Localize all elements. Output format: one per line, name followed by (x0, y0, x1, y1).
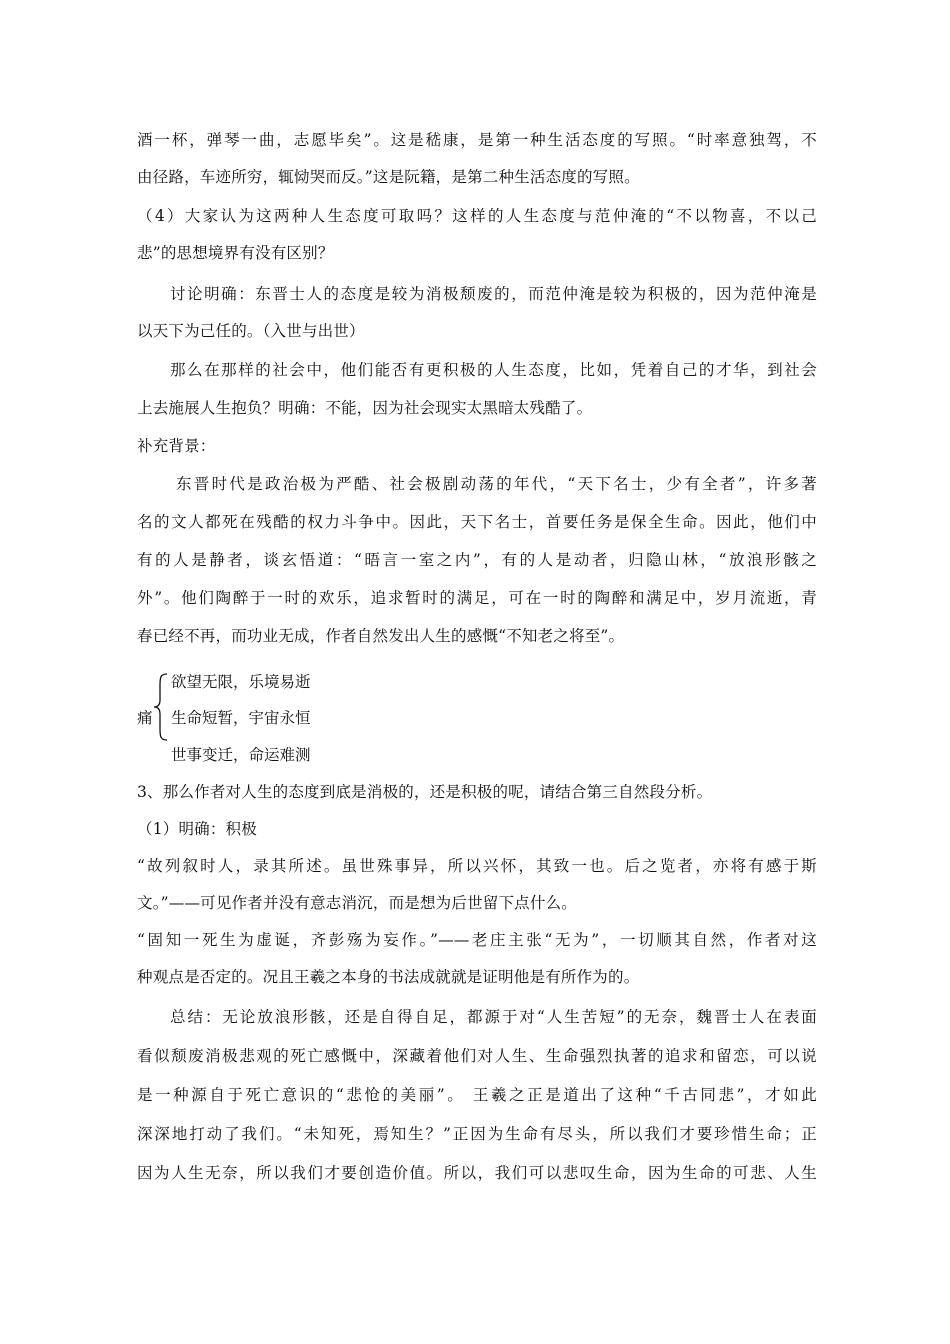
quote-line: “故列叙时人，录其所述。虽世殊事异，所以兴怀，其致一也。后之览者，亦将有感于斯 (137, 857, 817, 875)
quote-line: 种观点是否定的。况且王羲之本身的书法成就就是证明他是有所作为的。 (137, 968, 640, 986)
background-line: 外”。他们陶醉于一时的欢乐，追求暂时的满足，可在一时的陶醉和满足中，岁月流逝，青 (137, 589, 817, 607)
background-line: 东晋时代是政治极为严酷、社会极剧动荡的年代，“天下名士，少有全者”，许多著 (176, 475, 817, 493)
curly-brace-icon (151, 672, 169, 742)
background-line: 有的人是静者，谈玄悟道：“晤言一室之内”，有的人是动者，归隐山林，“放浪形骸之 (137, 551, 817, 569)
paragraph-line: 由径路，车迹所穷，辄恸哭而反。”这是阮籍，是第二种生活态度的写照。 (137, 168, 640, 186)
brace-summary (137, 668, 397, 774)
discussion-line: 讨论明确：东晋士人的态度是较为消极颓废的，而范仲淹是较为积极的，因为范仲淹是 (170, 285, 817, 303)
background-line: 名的文人都死在残酷的权力斗争中。因此，天下名士，首要任务是保全生命。因此，他们中 (137, 513, 817, 531)
section-heading: 补充背景： (137, 437, 216, 455)
question-line: 3、那么作者对人生的态度到底是消极的，还是积极的呢，请结合第三自然段分析。 (137, 783, 713, 801)
paragraph-line: 上去施展人生抱负？明确：不能，因为社会现实太黑暗太残酷了。 (137, 399, 593, 417)
background-line: 春已经不再，而功业无成，作者自然发出人生的感慨“不知老之将至”。 (137, 627, 625, 645)
quote-line: 文。”——可见作者并没有意志消沉，而是想为后世留下点什么。 (137, 894, 577, 912)
summary-line: 因为人生无奈，所以我们才要创造价值。所以，我们可以悲叹生命，因为生命的可悲、人生 (137, 1164, 817, 1182)
question-line: 悲”的思想境界有没有区别？ (137, 244, 334, 262)
summary-line: 看似颓废消极悲观的死亡感慨中，深藏着他们对人生、生命强烈执著的追求和留恋，可以说 (137, 1047, 817, 1065)
answer-line: （1）明确：积极 (137, 820, 257, 838)
discussion-line: 以天下为己任的。（入世与出世） (137, 322, 365, 340)
brace-item: 生命短暂，宇宙永恒 (171, 709, 311, 727)
summary-line: 深深地打动了我们。“未知死，焉知生？”正因为生命有尽头，所以我们才要珍惜生命；正 (137, 1125, 817, 1143)
summary-line: 是一种源自于死亡意识的“悲怆的美丽”。 王羲之正是道出了这种“千古同悲”，才如此 (137, 1086, 817, 1104)
paragraph-line: 那么在那样的社会中，他们能否有更积极的人生态度，比如，凭着自己的才华，到社会 (170, 361, 817, 379)
brace-item: 世事变迁，命运难测 (171, 746, 311, 764)
question-line: （4）大家认为这两种人生态度可取吗？这样的人生态度与范仲淹的“不以物喜，不以己 (137, 207, 817, 225)
brace-item: 欲望无限，乐境易逝 (171, 673, 311, 691)
quote-line: “固知一死生为虚诞，齐彭殇为妄作。”——老庄主张“无为”，一切顺其自然，作者对这 (137, 931, 817, 949)
brace-label: 痛 (137, 709, 153, 727)
summary-line: 总结：无论放浪形骸，还是自得自足，都源于对“人生苦短”的无奈，魏晋士人在表面 (170, 1008, 817, 1026)
paragraph-line: 酒一杯，弹琴一曲，志愿毕矣”。这是嵇康，是第一种生活态度的写照。“时率意独驾，不 (137, 131, 817, 149)
